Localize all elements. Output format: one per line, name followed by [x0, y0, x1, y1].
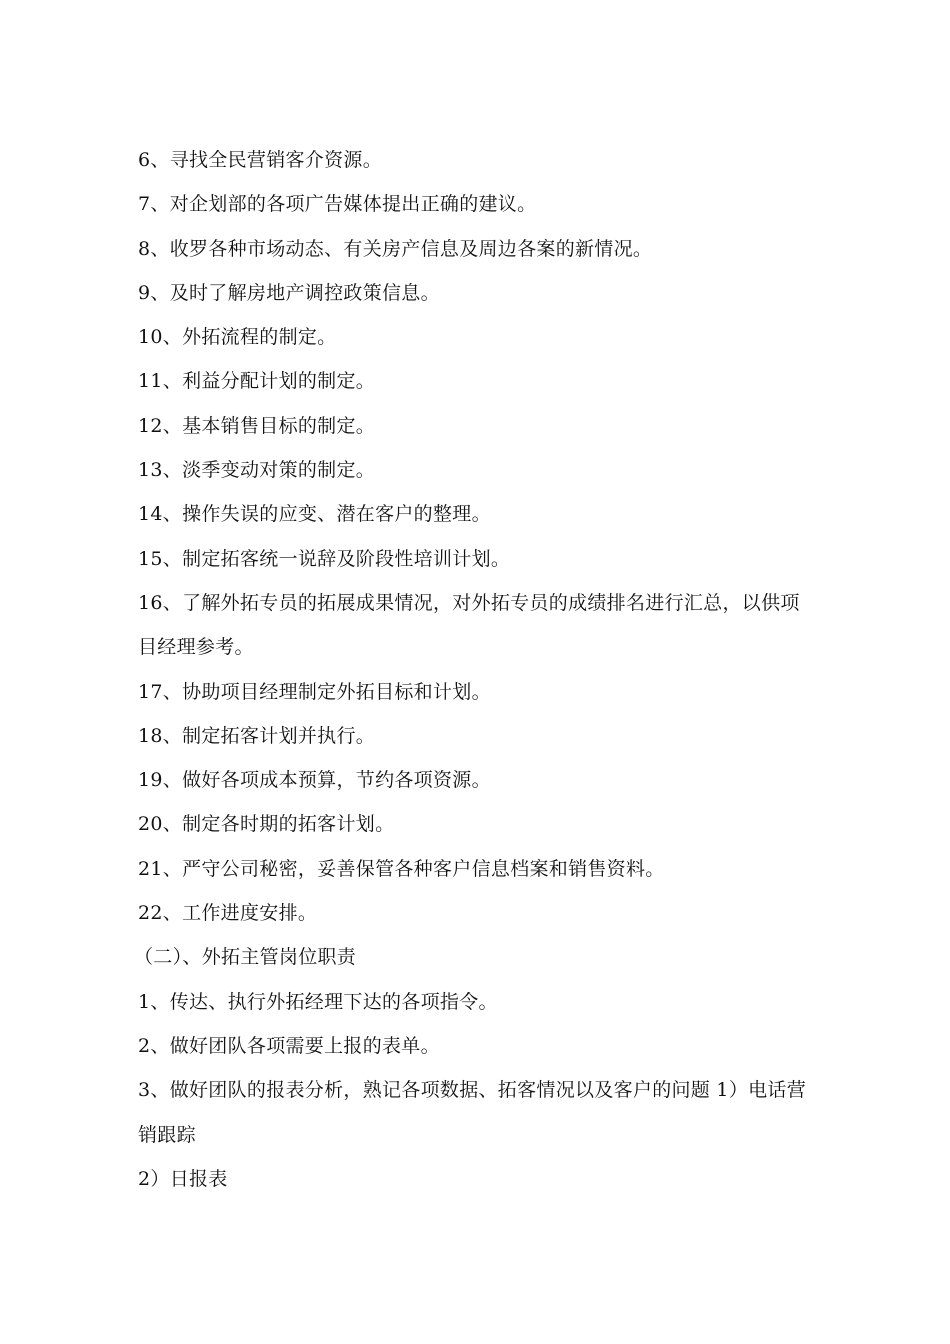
text-line: 15、制定拓客统一说辞及阶段性培训计划。 — [138, 547, 511, 570]
text-line: 销跟踪 — [138, 1123, 196, 1146]
text-line: 6、寻找全民营销客介资源。 — [138, 149, 382, 171]
text-line: 14、操作失误的应变、潜在客户的整理。 — [138, 503, 491, 526]
text-line: 8、收罗各种市场动态、有关房产信息及周边各案的新情况。 — [138, 237, 653, 260]
text-line: 13、淡季变动对策的制定。 — [138, 459, 376, 482]
section-heading: （二）、外拓主管岗位职责 — [134, 946, 357, 969]
text-line: 2）日报表 — [138, 1167, 228, 1190]
text-line: 3、做好团队的报表分析，熟记各项数据、拓客情况以及客户的问题 1）电话营 — [138, 1079, 807, 1102]
text-line: 7、对企划部的各项广告媒体提出正确的建议。 — [138, 193, 537, 216]
text-line: 22、工作进度安排。 — [138, 902, 318, 925]
text-line: 10、外拓流程的制定。 — [138, 326, 337, 349]
document-body — [134, 138, 838, 1201]
text-line: 21、严守公司秘密，妥善保管各种客户信息档案和销售资料。 — [138, 857, 665, 880]
text-line: 12、基本销售目标的制定。 — [138, 414, 376, 437]
text-line: 18、制定拓客计划并执行。 — [138, 724, 376, 747]
text-line: 11、利益分配计划的制定。 — [138, 370, 376, 393]
text-line: 20、制定各时期的拓客计划。 — [138, 813, 395, 836]
text-line: 2、做好团队各项需要上报的表单。 — [138, 1034, 440, 1057]
text-line: 17、协助项目经理制定外拓目标和计划。 — [138, 680, 491, 703]
text-line: 16、了解外拓专员的拓展成果情况，对外拓专员的成绩排名进行汇总，以供项 — [138, 591, 800, 614]
text-line: 1、传达、执行外拓经理下达的各项指令。 — [138, 990, 498, 1013]
text-line: 9、及时了解房地产调控政策信息。 — [138, 281, 440, 304]
text-line: 19、做好各项成本预算，节约各项资源。 — [138, 769, 491, 792]
text-line: 目经理参考。 — [138, 636, 254, 659]
